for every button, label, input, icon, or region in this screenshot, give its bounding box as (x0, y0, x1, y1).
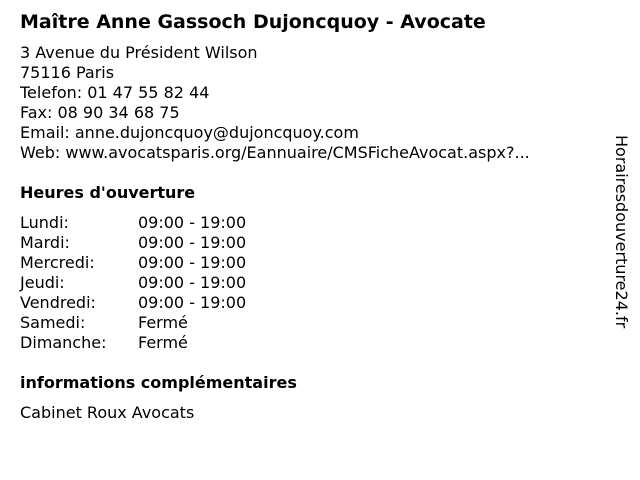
additional-info-heading: informations complémentaires (20, 373, 297, 392)
day-label: Samedi: (20, 313, 86, 332)
site-watermark: Horairesdouverture24.fr (612, 135, 631, 329)
hours-row-thursday (20, 273, 300, 293)
hours-row-saturday (20, 313, 300, 333)
day-label: Mercredi: (20, 253, 95, 272)
email-line: Email: anne.dujoncquoy@dujoncquoy.com (20, 123, 359, 142)
day-hours: 09:00 - 19:00 (138, 273, 247, 292)
contact-block (20, 43, 530, 163)
opening-hours-table (20, 213, 300, 353)
opening-hours-heading: Heures d'ouverture (20, 183, 196, 202)
web-line: Web: www.avocatsparis.org/Eannuaire/CMSFicheAvocat.aspx?... (20, 143, 530, 162)
hours-row-sunday (20, 333, 300, 353)
day-label: Vendredi: (20, 293, 96, 312)
fax-line: Fax: 08 90 34 68 75 (20, 103, 180, 122)
day-label: Jeudi: (20, 273, 65, 292)
phone-line: Telefon: 01 47 55 82 44 (20, 83, 210, 102)
day-label: Lundi: (20, 213, 69, 232)
day-label: Dimanche: (20, 333, 107, 352)
address-street: 3 Avenue du Président Wilson (20, 43, 258, 62)
day-hours: 09:00 - 19:00 (138, 213, 247, 232)
day-label: Mardi: (20, 233, 70, 252)
hours-row-monday (20, 213, 300, 233)
day-hours: Fermé (138, 333, 188, 352)
day-hours: Fermé (138, 313, 188, 332)
hours-row-wednesday (20, 253, 300, 273)
hours-row-friday (20, 293, 300, 313)
page-title: Maître Anne Gassoch Dujoncquoy - Avocate (20, 11, 486, 33)
hours-row-tuesday (20, 233, 300, 253)
address-city: 75116 Paris (20, 63, 115, 82)
day-hours: 09:00 - 19:00 (138, 253, 247, 272)
additional-info-text: Cabinet Roux Avocats (20, 403, 195, 422)
day-hours: 09:00 - 19:00 (138, 233, 247, 252)
day-hours: 09:00 - 19:00 (138, 293, 247, 312)
